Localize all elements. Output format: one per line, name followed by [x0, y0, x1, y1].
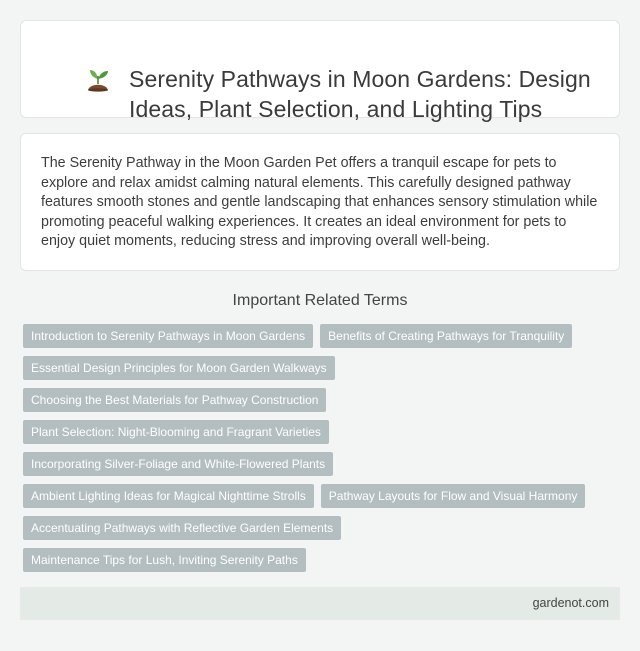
related-terms-heading: Important Related Terms — [232, 292, 408, 309]
related-term-tag[interactable]: Pathway Layouts for Flow and Visual Harmony — [321, 484, 586, 508]
seedling-icon — [83, 65, 113, 95]
description-card — [20, 133, 620, 271]
tag-row — [23, 324, 572, 348]
description-text: The Serenity Pathway in the Moon Garden Pet offers a tranquil escape for pets to explore and relax amidst calming natural elements. This carefully designed pathway features smooth stones and gentle landscaping that enhances sensory stimulation while promoting peaceful walking experiences. It creates an ideal environment for pets to enjoy quiet moments, reducing stress and improving overall well-being. — [41, 155, 598, 249]
footer-site-link[interactable]: gardenot.com — [532, 596, 609, 610]
footer — [20, 587, 620, 620]
title-card — [20, 20, 620, 122]
related-term-tag[interactable]: Plant Selection: Night-Blooming and Fragrant Varieties — [23, 420, 329, 444]
related-term-tag[interactable]: Introduction to Serenity Pathways in Moon Gardens — [23, 324, 313, 348]
related-term-tag[interactable]: Ambient Lighting Ideas for Magical Nighttime Strolls — [23, 484, 314, 508]
page-title: Serenity Pathways in Moon Gardens: Design Ideas, Plant Selection, and Lighting Tips — [129, 66, 591, 122]
tag-row — [23, 452, 333, 476]
tag-row — [23, 420, 329, 444]
related-term-tag[interactable]: Maintenance Tips for Lush, Inviting Serenity Paths — [23, 548, 306, 572]
tag-row — [23, 388, 326, 412]
tag-row — [23, 356, 335, 380]
related-term-tag[interactable]: Essential Design Principles for Moon Garden Walkways — [23, 356, 335, 380]
related-term-tag[interactable]: Benefits of Creating Pathways for Tranquility — [320, 324, 572, 348]
tag-row — [23, 548, 306, 572]
related-term-tag[interactable]: Incorporating Silver-Foliage and White-Flowered Plants — [23, 452, 333, 476]
tag-row — [23, 484, 585, 508]
related-term-tag[interactable]: Accentuating Pathways with Reflective Garden Elements — [23, 516, 341, 540]
tag-row — [23, 516, 341, 540]
related-term-tag[interactable]: Choosing the Best Materials for Pathway Construction — [23, 388, 326, 412]
